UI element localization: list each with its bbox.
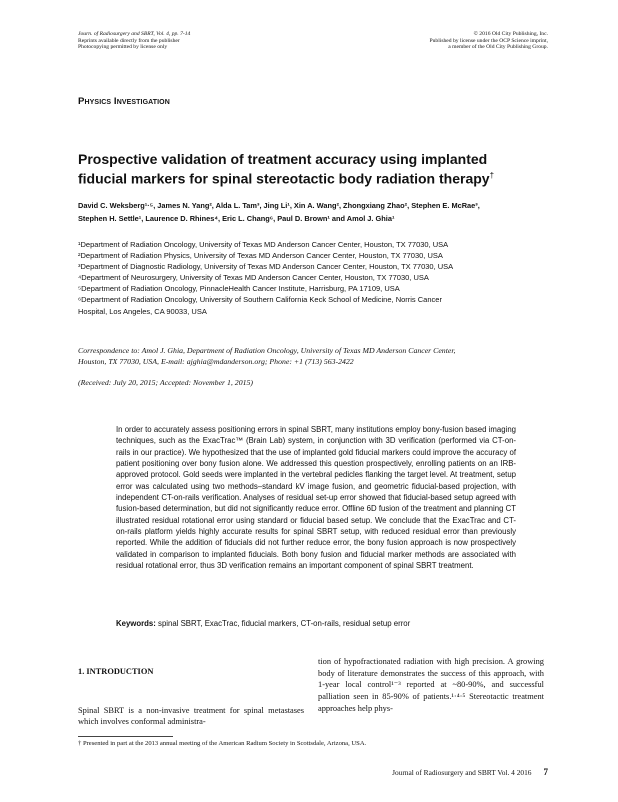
reprints-line: Reprints available directly from the publisher (78, 37, 180, 44)
title-line: Prospective validation of treatment accuracy using implanted (78, 151, 488, 167)
copyright-line: © 2016 Old City Publishing, Inc. (473, 31, 548, 37)
affiliation: ⁶Department of Radiation Oncology, University of Southern California Keck School of Medicine, Norris Cancer (78, 295, 442, 305)
affiliations (78, 239, 558, 317)
citation-line: Journ. of Radiosurgery and SBRT, Vol. 4, pp. 7-14 (78, 31, 191, 37)
correspondence-line: Houston, TX 77030, USA, E-mail: ajghia@mdanderson.org; Phone: +1 (713) 563-2422 (78, 357, 354, 367)
footer-journal: Journal of Radiosurgery and SBRT Vol. 4 2016 (392, 768, 532, 777)
member-line: a member of the Old City Publishing Group. (448, 44, 548, 51)
keywords-text: spinal SBRT, ExacTrac, fiducial markers, CT-on-rails, residual setup error (158, 619, 411, 628)
keywords (116, 619, 410, 628)
correspondence (78, 345, 558, 367)
affiliation: Hospital, Los Angeles, CA 90033, USA (78, 306, 207, 316)
dagger-mark: † (489, 170, 495, 180)
title-line (78, 168, 548, 187)
affiliation: ³Department of Diagnostic Radiology, University of Texas MD Anderson Cancer Center, Houston, TX 77030, USA (78, 262, 454, 272)
keywords-label: Keywords: (116, 619, 156, 628)
publisher-notice (430, 31, 549, 51)
section-label: Physics Investigation (78, 96, 170, 107)
left-column (78, 666, 304, 728)
affiliation: ²Department of Radiation Physics, University of Texas MD Anderson Cancer Center, Houston, TX 77030, USA (78, 251, 443, 261)
paragraph: Spinal SBRT is a non-invasive treatment for spinal metastases which involves conformal administra- (78, 706, 304, 727)
page-number: 7 (543, 767, 548, 777)
title-text: fiducial markers for spinal stereotactic body radiation therapy (78, 170, 490, 187)
author-line: David C. Weksberg¹·⁵, James N. Yang², Alda L. Tam³, Jing Li¹, Xin A. Wang², Zhongxiang Zhao², Stephen E. McRae³, (78, 201, 480, 210)
footnote-rule (78, 736, 173, 737)
section-heading: 1. INTRODUCTION (78, 667, 154, 676)
author-line: Stephen H. Settle¹, Laurence D. Rhines⁴, Eric L. Chang⁶, Paul D. Brown¹ and Amol J. Ghia¹ (78, 214, 395, 223)
affiliation: ⁴Department of Neurosurgery, University of Texas MD Anderson Cancer Center, Houston, TX 77030, USA (78, 273, 429, 283)
right-column (318, 656, 544, 715)
affiliation: ⁵Department of Radiation Oncology, PinnacleHealth Cancer Institute, Harrisburg, PA 17109, USA (78, 284, 400, 294)
affiliation: ¹Department of Radiation Oncology, University of Texas MD Anderson Cancer Center, Houston, TX 77030, USA (78, 240, 449, 249)
abstract: In order to accurately assess positioning errors in spinal SBRT, many institutions employ bony-fusion based imaging techniques, such as the ExacTrac™ (Brain Lab) system, in conjunction with 3D verification (performed via CT-on-rails in our practice). We hypothesized that the use of implanted gold fiducial markers could improve the accuracy of patient positioning over bony fusion alone. We addressed this question prospectively, enrolling patients on an IRB-approved protocol. Gold seeds were implanted in the vertebral pedicles flanking the target level. At treatment, setup error was calculated using two methods–standard kV image fusion, and geometric fiducial-based projection, with independent CT-on-rails verification. Analyses of residual set-up error showed that fiducial-based setup agreed with fusion-based determination, but did not significantly reduce error. Offline 6D fusion of the treatment and planning CT illustrated residual rotational error using standard or fiducial based setup. We conclude that the ExacTrac and CT-on-rails platform yields highly accurate results for spinal SBRT setup, with reduced residual error than previously reported. While the addition of fiducials did not further reduce error, the bony fusion approach is now prospectively validated in comparison to implanted fiducials. Both bony fusion and fiducial marker methods are associated with residual rotational error, thus 3D verification remains an important component of spinal SBRT treatment. (116, 425, 516, 571)
paragraph: tion of hypofractionated radiation with high precision. A growing body of literature demonstrates the success of this approach, with 1-year local control¹⁻³ reported at ~80-90%, and successful palliation seen in 85-90% of patients.¹·⁴·⁵ Stereotactic treatment approaches help phys- (318, 657, 544, 713)
received-dates: (Received: July 20, 2015; Accepted: November 1, 2015) (78, 378, 253, 387)
journal-citation (78, 31, 190, 51)
photocopy-line: Photocopying permitted by license only (78, 44, 168, 51)
correspondence-line: Correspondence to: Amol J. Ghia, Department of Radiation Oncology, University of Texas MD Anderson Cancer Center, (78, 346, 456, 355)
author-list (78, 199, 558, 225)
article-title (78, 151, 548, 187)
license-line: Published by license under the OCP Science imprint, (429, 37, 548, 44)
footnote: † Presented in part at the 2013 annual meeting of the American Radium Society in Scottsdale, Arizona, USA. (78, 740, 367, 747)
page-footer (392, 767, 548, 777)
